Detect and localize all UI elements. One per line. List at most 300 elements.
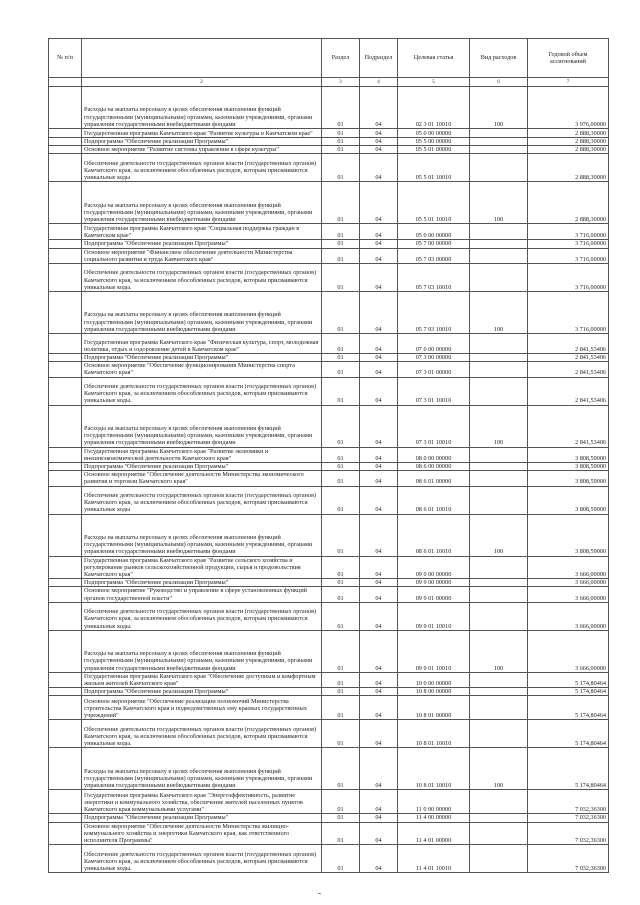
row-podrazdel-cell: 04: [360, 138, 398, 146]
row-name-cell: Государственная программа Камчатского края "Энергоэффективность, развитие энергетики и коммунального хозяйства, обеспечение жителей населенных пунктов Камчатского края коммунальными услугами": [82, 790, 322, 814]
row-name-cell: Обеспечение деятельности государственных органов власти (государственных органов) Камчатского края, за исключением обособленных расходов, которым присваиваются уникальные коды.: [82, 264, 322, 292]
row-podrazdel-cell: 04: [360, 688, 398, 696]
row-razdel-cell: 01: [322, 292, 360, 334]
row-number-cell: [49, 814, 82, 822]
row-name-cell: Подпрограмма "Обеспечение реализации Программы": [82, 138, 322, 146]
row-expense-type-cell: [470, 814, 528, 822]
row-number-cell: [49, 587, 82, 602]
table-row: [49, 579, 609, 587]
table-row: [49, 87, 609, 129]
row-expense-type-cell: [470, 129, 528, 138]
row-number-cell: [49, 720, 82, 748]
row-number-cell: [49, 264, 82, 292]
row-podrazdel-cell: 04: [360, 377, 398, 405]
row-name-cell: Государственная программа Камчатского края "Обеспечение доступным и комфортным жильем жителей Камчатского края": [82, 672, 322, 687]
row-number-cell: [49, 447, 82, 462]
row-name-cell: Расходы на выплаты персоналу в целях обеспечения выполнения функций государственными (муниципальными) органами, казенными учреждениями, органами управления государственными внебюджетными фондами: [82, 292, 322, 334]
row-name-cell: Подпрограмма "Обеспечение реализации Программы": [82, 579, 322, 587]
row-target-article-cell: 07 3 00 00000: [398, 354, 470, 362]
row-name-cell: Обеспечение деятельности государственных органов власти (государственных органов) Камчатского края, за исключением обособленных расходов, которым присваиваются уникальные коды.: [82, 602, 322, 630]
table-row: [49, 790, 609, 814]
row-podrazdel-cell: 04: [360, 362, 398, 377]
row-target-article-cell: 08 0 00 00000: [398, 447, 470, 462]
row-expense-type-cell: [470, 822, 528, 845]
row-target-article-cell: 02 3 01 10010: [398, 87, 470, 129]
row-expense-type-cell: [470, 146, 528, 154]
row-razdel-cell: 01: [322, 154, 360, 182]
row-target-article-cell: 08 6 01 10010: [398, 514, 470, 556]
row-razdel-cell: 01: [322, 688, 360, 696]
row-number-cell: [49, 377, 82, 405]
row-number-cell: [49, 672, 82, 687]
row-number-cell: [49, 334, 82, 354]
row-razdel-cell: 01: [322, 182, 360, 224]
row-name-cell: Подпрограмма "Обеспечение реализации Программы": [82, 354, 322, 362]
row-podrazdel-cell: 04: [360, 514, 398, 556]
column-numbers-row: [49, 78, 609, 87]
table-row: [49, 334, 609, 354]
row-expense-type-cell: [470, 248, 528, 263]
column-number: 7: [528, 78, 609, 87]
row-expense-type-cell: 100: [470, 514, 528, 556]
row-target-article-cell: 08 6 01 00000: [398, 471, 470, 486]
row-number-cell: [49, 556, 82, 579]
row-expense-type-cell: 100: [470, 630, 528, 672]
row-target-article-cell: 09 9 01 10010: [398, 602, 470, 630]
row-target-article-cell: 05 5 01 10010: [398, 182, 470, 224]
row-sum-cell: 7 032,36300: [528, 814, 609, 822]
table-row: [49, 720, 609, 748]
header-expense-type: Вид расходов: [470, 39, 528, 78]
row-sum-cell: 3 716,00000: [528, 292, 609, 334]
row-number-cell: [49, 486, 82, 514]
row-podrazdel-cell: 04: [360, 748, 398, 790]
row-sum-cell: 3 808,59000: [528, 463, 609, 471]
row-number-cell: [49, 292, 82, 334]
row-number-cell: [49, 630, 82, 672]
row-name-cell: Государственная программа Камчатского края "Социальная поддержка граждан в Камчатском крае": [82, 224, 322, 240]
row-podrazdel-cell: 04: [360, 556, 398, 579]
row-name-cell: Подпрограмма "Обеспечение реализации Программы": [82, 240, 322, 248]
row-target-article-cell: 05 0 00 00000: [398, 129, 470, 138]
table-row: [49, 814, 609, 822]
row-podrazdel-cell: 04: [360, 814, 398, 822]
row-number-cell: [49, 224, 82, 240]
header-name: [82, 39, 322, 78]
table-row: [49, 696, 609, 720]
row-sum-cell: 7 032,36300: [528, 790, 609, 814]
row-podrazdel-cell: 04: [360, 87, 398, 129]
row-sum-cell: 2 888,30000: [528, 146, 609, 154]
row-sum-cell: 2 888,30000: [528, 182, 609, 224]
row-expense-type-cell: [470, 720, 528, 748]
row-expense-type-cell: 100: [470, 748, 528, 790]
row-sum-cell: 5 174,80464: [528, 748, 609, 790]
row-razdel-cell: 01: [322, 138, 360, 146]
row-target-article-cell: 07 0 00 00000: [398, 334, 470, 354]
row-sum-cell: 5 174,80464: [528, 720, 609, 748]
table-row: [49, 138, 609, 146]
row-sum-cell: 2 841,53406: [528, 377, 609, 405]
row-target-article-cell: 09 9 01 10010: [398, 630, 470, 672]
row-razdel-cell: 01: [322, 790, 360, 814]
table-row: [49, 224, 609, 240]
row-razdel-cell: 01: [322, 405, 360, 447]
row-expense-type-cell: [470, 579, 528, 587]
row-razdel-cell: 01: [322, 579, 360, 587]
row-target-article-cell: 07 3 01 10010: [398, 377, 470, 405]
row-razdel-cell: 01: [322, 334, 360, 354]
budget-document: [48, 38, 608, 873]
row-sum-cell: 7 032,36300: [528, 822, 609, 845]
row-name-cell: Государственная программа Камчатского края "Развитие сельского хозяйства и регулирование рынков сельскохозяйственной продукции, сырья и продовольствия Камчатского края": [82, 556, 322, 579]
row-target-article-cell: 05 5 01 10010: [398, 154, 470, 182]
table-row: [49, 556, 609, 579]
table-row: [49, 377, 609, 405]
row-target-article-cell: 11 4 01 10010: [398, 845, 470, 873]
row-expense-type-cell: [470, 587, 528, 602]
row-target-article-cell: 11 0 00 00000: [398, 790, 470, 814]
row-name-cell: Подпрограмма "Обеспечение реализации Программы": [82, 688, 322, 696]
row-number-cell: [49, 696, 82, 720]
row-expense-type-cell: [470, 362, 528, 377]
table-row: [49, 264, 609, 292]
row-podrazdel-cell: 04: [360, 790, 398, 814]
row-podrazdel-cell: 04: [360, 264, 398, 292]
table-row: [49, 154, 609, 182]
row-name-cell: Подпрограмма "Обеспечение реализации Программы": [82, 463, 322, 471]
header-number: № п/п: [49, 39, 82, 78]
row-expense-type-cell: [470, 377, 528, 405]
table-row: [49, 630, 609, 672]
row-sum-cell: 3 808,59000: [528, 447, 609, 462]
row-podrazdel-cell: 04: [360, 447, 398, 462]
table-row: [49, 514, 609, 556]
page-mark: [318, 893, 321, 894]
row-podrazdel-cell: 04: [360, 463, 398, 471]
row-razdel-cell: 01: [322, 447, 360, 462]
row-name-cell: Основное мероприятие "Руководство и управление в сфере установленных функций органов государственной власти": [82, 587, 322, 602]
row-razdel-cell: 01: [322, 463, 360, 471]
row-podrazdel-cell: 04: [360, 405, 398, 447]
column-number: 3: [322, 78, 360, 87]
row-sum-cell: 3 666,00000: [528, 587, 609, 602]
column-number: [49, 78, 82, 87]
row-target-article-cell: 09 9 01 00000: [398, 587, 470, 602]
row-target-article-cell: 08 6 00 00000: [398, 463, 470, 471]
table-row: [49, 129, 609, 138]
row-razdel-cell: 01: [322, 87, 360, 129]
row-number-cell: [49, 138, 82, 146]
row-razdel-cell: 01: [322, 822, 360, 845]
row-razdel-cell: 01: [322, 814, 360, 822]
row-sum-cell: 2 841,53406: [528, 405, 609, 447]
table-row: [49, 688, 609, 696]
column-number: 5: [398, 78, 470, 87]
row-name-cell: Обеспечение деятельности государственных органов власти (государственных органов) Камчатского края, за исключением обособленных расходов, которым присваиваются уникальные коды: [82, 486, 322, 514]
row-name-cell: Расходы на выплаты персоналу в целях обеспечения выполнения функций государственными (муниципальными) органами, казенными учреждениями, органами управления государственными внебюджетными фондами: [82, 87, 322, 129]
row-target-article-cell: 09 0 00 00000: [398, 556, 470, 579]
row-number-cell: [49, 688, 82, 696]
row-razdel-cell: 01: [322, 354, 360, 362]
row-podrazdel-cell: 04: [360, 334, 398, 354]
row-number-cell: [49, 154, 82, 182]
row-target-article-cell: 07 3 01 00000: [398, 362, 470, 377]
row-number-cell: [49, 146, 82, 154]
row-razdel-cell: 01: [322, 362, 360, 377]
table-header-row: [49, 39, 609, 78]
row-sum-cell: 2 841,53406: [528, 334, 609, 354]
table-row: [49, 447, 609, 462]
row-name-cell: Основное мероприятие "Обеспечение деятельности Министерства жилищно-коммунального хозяйства и энергетики Камчатского края, как ответственного исполнителя Программы": [82, 822, 322, 845]
row-sum-cell: 3 716,00000: [528, 240, 609, 248]
row-expense-type-cell: [470, 463, 528, 471]
row-target-article-cell: 05 0 00 00000: [398, 224, 470, 240]
row-podrazdel-cell: 04: [360, 602, 398, 630]
row-number-cell: [49, 602, 82, 630]
row-number-cell: [49, 129, 82, 138]
row-podrazdel-cell: 04: [360, 248, 398, 263]
row-razdel-cell: 01: [322, 486, 360, 514]
row-podrazdel-cell: 04: [360, 129, 398, 138]
row-number-cell: [49, 405, 82, 447]
row-razdel-cell: 01: [322, 248, 360, 263]
row-name-cell: Расходы на выплаты персоналу в целях обеспечения выполнения функций государственными (муниципальными) органами, казенными учреждениями, органами управления государственными внебюджетными фондами: [82, 514, 322, 556]
table-row: [49, 362, 609, 377]
row-razdel-cell: 01: [322, 672, 360, 687]
row-podrazdel-cell: 04: [360, 486, 398, 514]
row-target-article-cell: 10 8 01 10010: [398, 720, 470, 748]
row-expense-type-cell: [470, 334, 528, 354]
row-name-cell: Основное мероприятие "Обеспечение деятельности Министерства экономического развития и торговли Камчатского края": [82, 471, 322, 486]
row-target-article-cell: 05 5 00 00000: [398, 138, 470, 146]
row-expense-type-cell: [470, 696, 528, 720]
row-razdel-cell: 01: [322, 471, 360, 486]
row-target-article-cell: 10 8 00 00000: [398, 688, 470, 696]
row-name-cell: Расходы на выплаты персоналу в целях обеспечения выполнения функций государственными (муниципальными) органами, казенными учреждениями, органами управления государственными внебюджетными фондами: [82, 748, 322, 790]
row-podrazdel-cell: 04: [360, 630, 398, 672]
row-name-cell: Государственная программа Камчатского края "Физическая культура, спорт, молодежная политика, отдых и оздоровление детей в Камчатском крае": [82, 334, 322, 354]
row-sum-cell: 2 841,53406: [528, 354, 609, 362]
table-row: [49, 748, 609, 790]
row-expense-type-cell: [470, 602, 528, 630]
row-expense-type-cell: [470, 240, 528, 248]
table-body: [49, 87, 609, 873]
row-target-article-cell: 09 9 00 00000: [398, 579, 470, 587]
row-razdel-cell: 01: [322, 146, 360, 154]
row-name-cell: Обеспечение деятельности государственных органов власти (государственных органов) Камчатского края, за исключением обособленных расходов, которым присваиваются уникальные коды.: [82, 377, 322, 405]
row-expense-type-cell: 100: [470, 292, 528, 334]
budget-table: [48, 38, 609, 873]
row-target-article-cell: 10 8 01 10010: [398, 748, 470, 790]
row-sum-cell: 2 841,53406: [528, 362, 609, 377]
row-target-article-cell: 05 7 03 10010: [398, 264, 470, 292]
table-row: [49, 292, 609, 334]
row-podrazdel-cell: 04: [360, 146, 398, 154]
row-sum-cell: 3 716,00000: [528, 224, 609, 240]
row-razdel-cell: 01: [322, 602, 360, 630]
table-row: [49, 845, 609, 873]
table-row: [49, 587, 609, 602]
row-name-cell: Расходы на выплаты персоналу в целях обеспечения выполнения функций государственными (муниципальными) органами, казенными учреждениями, органами управления государственными внебюджетными фондами: [82, 405, 322, 447]
row-sum-cell: 3 666,00000: [528, 602, 609, 630]
header-podrazdel: Подраздел: [360, 39, 398, 78]
row-razdel-cell: 01: [322, 696, 360, 720]
row-target-article-cell: 10 8 01 00000: [398, 696, 470, 720]
row-name-cell: Основное мероприятие "Развитие системы управления в сфере культуры": [82, 146, 322, 154]
row-podrazdel-cell: 04: [360, 154, 398, 182]
row-sum-cell: 3 666,00000: [528, 556, 609, 579]
row-target-article-cell: 05 7 03 10010: [398, 292, 470, 334]
table-row: [49, 146, 609, 154]
row-sum-cell: 3 808,59000: [528, 514, 609, 556]
row-sum-cell: 5 174,80464: [528, 696, 609, 720]
row-number-cell: [49, 182, 82, 224]
table-row: [49, 354, 609, 362]
row-name-cell: Основное мероприятие "Обеспечение реализации полномочий Министерства строительства Камчатского края и подведомственных ему краевых государственных учреждений": [82, 696, 322, 720]
row-expense-type-cell: [470, 688, 528, 696]
row-podrazdel-cell: 04: [360, 292, 398, 334]
row-expense-type-cell: [470, 672, 528, 687]
row-name-cell: Расходы на выплаты персоналу в целях обеспечения выполнения функций государственными (муниципальными) органами, казенными учреждениями, органами управления государственными внебюджетными фондами: [82, 630, 322, 672]
row-podrazdel-cell: 04: [360, 720, 398, 748]
row-number-cell: [49, 748, 82, 790]
row-target-article-cell: 08 6 01 10010: [398, 486, 470, 514]
row-expense-type-cell: 100: [470, 182, 528, 224]
row-name-cell: Обеспечение деятельности государственных органов власти (государственных органов) Камчатского края, за исключением обособленных расходов, которым присваиваются уникальные коды.: [82, 720, 322, 748]
row-sum-cell: 2 888,30000: [528, 138, 609, 146]
row-expense-type-cell: [470, 471, 528, 486]
row-sum-cell: 2 888,30000: [528, 154, 609, 182]
table-row: [49, 486, 609, 514]
row-number-cell: [49, 354, 82, 362]
row-number-cell: [49, 240, 82, 248]
table-row: [49, 602, 609, 630]
row-podrazdel-cell: 04: [360, 845, 398, 873]
row-razdel-cell: 01: [322, 514, 360, 556]
row-sum-cell: 7 032,36300: [528, 845, 609, 873]
row-expense-type-cell: [470, 354, 528, 362]
table-row: [49, 248, 609, 263]
table-row: [49, 672, 609, 687]
row-target-article-cell: 05 5 01 00000: [398, 146, 470, 154]
row-target-article-cell: 11 4 00 00000: [398, 814, 470, 822]
row-razdel-cell: 01: [322, 129, 360, 138]
row-sum-cell: 3 976,00000: [528, 87, 609, 129]
row-razdel-cell: 01: [322, 587, 360, 602]
table-row: [49, 463, 609, 471]
row-target-article-cell: 05 7 03 00000: [398, 248, 470, 263]
row-number-cell: [49, 362, 82, 377]
row-sum-cell: 2 888,30000: [528, 129, 609, 138]
row-expense-type-cell: 100: [470, 87, 528, 129]
column-number: 2: [82, 78, 322, 87]
row-razdel-cell: 01: [322, 845, 360, 873]
row-target-article-cell: 11 4 01 00000: [398, 822, 470, 845]
row-razdel-cell: 01: [322, 264, 360, 292]
row-name-cell: Основное мероприятие "Обеспечение функционирования Министерства спорта Камчатского края": [82, 362, 322, 377]
row-sum-cell: 3 666,00000: [528, 579, 609, 587]
row-target-article-cell: 10 0 00 00000: [398, 672, 470, 687]
row-name-cell: Государственная программа Камчатского края "Развитие культуры в Камчатском крае": [82, 129, 322, 138]
row-sum-cell: 3 666,00000: [528, 630, 609, 672]
row-podrazdel-cell: 04: [360, 240, 398, 248]
table-row: [49, 182, 609, 224]
column-number: 6: [470, 78, 528, 87]
row-razdel-cell: 01: [322, 224, 360, 240]
row-number-cell: [49, 579, 82, 587]
row-expense-type-cell: [470, 138, 528, 146]
row-sum-cell: 3 716,00000: [528, 248, 609, 263]
row-expense-type-cell: [470, 556, 528, 579]
row-razdel-cell: 01: [322, 748, 360, 790]
row-number-cell: [49, 471, 82, 486]
row-sum-cell: 5 174,80464: [528, 688, 609, 696]
header-razdel: Раздел: [322, 39, 360, 78]
row-expense-type-cell: [470, 486, 528, 514]
row-number-cell: [49, 514, 82, 556]
column-number: 4: [360, 78, 398, 87]
table-row: [49, 471, 609, 486]
row-number-cell: [49, 845, 82, 873]
row-expense-type-cell: [470, 154, 528, 182]
row-podrazdel-cell: 04: [360, 224, 398, 240]
row-name-cell: Основное мероприятие "Финансовое обеспечение деятельности Министерства социального развития и труда Камчатского края": [82, 248, 322, 263]
row-number-cell: [49, 87, 82, 129]
row-number-cell: [49, 790, 82, 814]
row-podrazdel-cell: 04: [360, 471, 398, 486]
row-name-cell: Подпрограмма "Обеспечение реализации Программы": [82, 814, 322, 822]
row-sum-cell: 3 716,00000: [528, 264, 609, 292]
row-number-cell: [49, 463, 82, 471]
row-expense-type-cell: 100: [470, 405, 528, 447]
table-row: [49, 822, 609, 845]
row-name-cell: Обеспечение деятельности государственных органов власти (государственных органов) Камчатского края, за исключением обособленных расходов, которым присваиваются уникальные коды: [82, 154, 322, 182]
row-name-cell: Расходы на выплаты персоналу в целях обеспечения выполнения функций государственными (муниципальными) органами, казенными учреждениями, органами управления государственными внебюджетными фондами: [82, 182, 322, 224]
header-target-article: Целевая статья: [398, 39, 470, 78]
row-expense-type-cell: [470, 224, 528, 240]
row-razdel-cell: 01: [322, 720, 360, 748]
row-expense-type-cell: [470, 845, 528, 873]
table-row: [49, 405, 609, 447]
row-expense-type-cell: [470, 447, 528, 462]
row-podrazdel-cell: 04: [360, 182, 398, 224]
header-annual-sum: Годовой объем ассигнований: [528, 39, 609, 78]
row-sum-cell: 3 808,59000: [528, 471, 609, 486]
row-sum-cell: 5 174,80464: [528, 672, 609, 687]
row-podrazdel-cell: 04: [360, 587, 398, 602]
row-name-cell: Государственная программа Камчатского края "Развитие экономики и внешнеэкономической деятельности Камчатского края": [82, 447, 322, 462]
row-expense-type-cell: [470, 264, 528, 292]
row-razdel-cell: 01: [322, 377, 360, 405]
row-number-cell: [49, 822, 82, 845]
row-podrazdel-cell: 04: [360, 822, 398, 845]
row-name-cell: Обеспечение деятельности государственных органов власти (государственных органов) Камчатского края, за исключением обособленных расходов, которым присваиваются уникальные коды.: [82, 845, 322, 873]
row-expense-type-cell: [470, 790, 528, 814]
row-podrazdel-cell: 04: [360, 579, 398, 587]
row-podrazdel-cell: 04: [360, 354, 398, 362]
row-razdel-cell: 01: [322, 240, 360, 248]
row-razdel-cell: 01: [322, 630, 360, 672]
row-podrazdel-cell: 04: [360, 696, 398, 720]
row-target-article-cell: 05 7 00 00000: [398, 240, 470, 248]
row-podrazdel-cell: 04: [360, 672, 398, 687]
row-sum-cell: 3 808,59000: [528, 486, 609, 514]
row-target-article-cell: 07 3 01 10010: [398, 405, 470, 447]
table-row: [49, 240, 609, 248]
row-number-cell: [49, 248, 82, 263]
row-razdel-cell: 01: [322, 556, 360, 579]
